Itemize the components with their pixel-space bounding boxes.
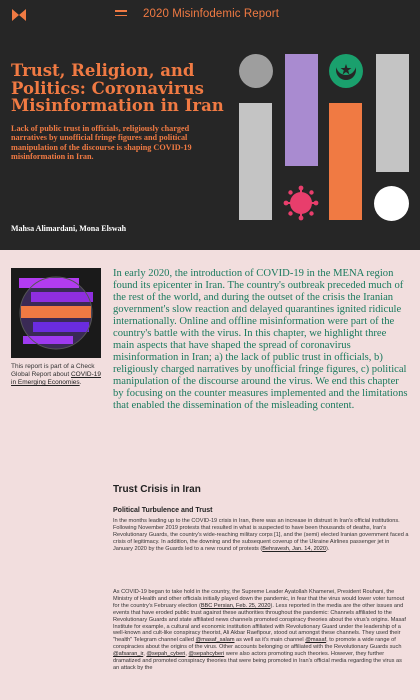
sidebar-note bbox=[11, 363, 101, 387]
section-title: Trust Crisis in Iran bbox=[113, 484, 201, 495]
paragraph-text: As COVID-19 began to take hold in the country, the Supreme Leader Ayatollah Khamenei, President Rouhani, the Ministry of Health and other officials initially played down the pandemic, in fear that the virus would lower voter turnout for the country's February election ( bbox=[113, 589, 405, 609]
paragraph-text: , bbox=[185, 651, 189, 658]
subsection-title: Political Turbulence and Trust bbox=[113, 507, 213, 514]
account-link[interactable]: @sepah_cyberi bbox=[146, 651, 186, 658]
gray-circle-shape bbox=[239, 54, 273, 88]
account-link[interactable]: @afsaran_ir bbox=[113, 651, 144, 658]
report-link[interactable]: COVID-19 in Emerging Economies bbox=[11, 371, 101, 386]
body-paragraph bbox=[113, 589, 409, 672]
cover-artwork bbox=[11, 268, 101, 358]
page-title: Trust, Religion, and Politics: Coronavirus Misinformation in Iran bbox=[11, 61, 224, 115]
paragraph-text: ). bbox=[326, 545, 330, 552]
site-title[interactable]: 2020 Misinfodemic Report bbox=[143, 8, 279, 20]
paragraph-text: ). Less reported in the media are the other issues and events that have eroded public trust against these authorities throughout the pandemic: Channels affiliated to the Revolutionary Guards and state affiliated news channels promoted conspiracy theories about the virus's origins. Masaf Institute for example, a cultural and economic institution affiliated with Revolutionary Guard under the leadership of a well-known and cult-like conspiracy theorist, Ali Akbar Raefipour, stood out amongst these channels. They used their "health" Telegram channel called bbox=[113, 602, 406, 644]
telegram-link[interactable]: @masaf_salam bbox=[195, 637, 235, 644]
sidebar-note-text: This report is part of a Check Global Report about bbox=[11, 363, 95, 378]
hero-banner bbox=[0, 0, 420, 250]
paragraph-text: , bbox=[143, 651, 147, 658]
authors: Mahsa Alimardani, Mona Elswah bbox=[11, 224, 127, 233]
logo-icon[interactable] bbox=[11, 8, 27, 22]
report-cover-image[interactable] bbox=[11, 268, 101, 358]
orange-bar-shape bbox=[329, 103, 362, 220]
lead-paragraph: In early 2020, the introduction of COVID-19 in the MENA region found its epicenter in Iran. The country's outbreak preceded much of the rest of the world, and during the outset of the crisis the Iranian government's slow reaction and delayed quarantines ignited ridicule internationally. Online and offline misinformation were part of the country's battle with the virus. In this chapter, we highlight three main aspects that have shaped the spread of coronavirus misinformation in Iran; a) the lack of public trust in officials, b) religiously charged narratives by unofficial fringe figures, c) political manipulation of the discourse around the virus. We end this chapter by focusing on the counter measures implemented and the limitations that enabled the dissemination of the misleading content. bbox=[113, 268, 408, 411]
paragraph-text: as well as it's main channel bbox=[234, 637, 306, 644]
report-sidebar bbox=[11, 268, 101, 387]
gray-bar-right-shape bbox=[376, 54, 409, 172]
hero-summary: Lack of public trust in officials, religiously charged narratives by unofficial fringe figures and political manipulation of the discourse is shaping COVID-19 misinformation in Iran. bbox=[11, 124, 192, 161]
paragraph-text: In the months leading up to the COVID-19 crisis in Iran, there was an increase in distrust in Iran's official institutions. Following November 2019 protests that resulted in what is suspected to have been thousands of deaths, Iran's Revolutionary Guards, the country's wide-reaching military corps [1], and the (semi) elected Iranian government faced a crisis of legitimacy. In addition, the downing and the subsequent coverup of the Ukraine Airlines passenger jet in January 2020 by the Guards led to a new round of protests ( bbox=[113, 518, 409, 552]
sidebar-note-end: . bbox=[79, 379, 82, 386]
telegram-link[interactable]: @masaf bbox=[305, 637, 327, 644]
white-circle-shape bbox=[374, 186, 409, 221]
gray-bar-shape bbox=[239, 103, 272, 220]
paragraph-text: were also actors promoting such theories. However, they further dramatized and promoted conspiracy theories that were being promoted in Iran's official media regarding the virus as an attack by the bbox=[113, 651, 402, 671]
crescent-star-icon bbox=[329, 54, 363, 88]
paragraph-text: , to promote a wide range of conspiracies about the origins of the virus. Other accounts belonging or affiliated with the Revolutionary Guards such bbox=[113, 637, 402, 651]
menu-icon[interactable] bbox=[115, 10, 127, 20]
account-link[interactable]: @sepahcyberi bbox=[188, 651, 225, 658]
citation-link[interactable]: BBC Persian, Feb. 25, 2020 bbox=[200, 602, 271, 609]
virus-icon bbox=[282, 184, 320, 222]
purple-bar-shape bbox=[285, 54, 318, 166]
top-bar bbox=[0, 0, 420, 30]
citation-link[interactable]: Behravesh, Jan. 14, 2020 bbox=[262, 545, 327, 552]
body-paragraph bbox=[113, 518, 409, 553]
